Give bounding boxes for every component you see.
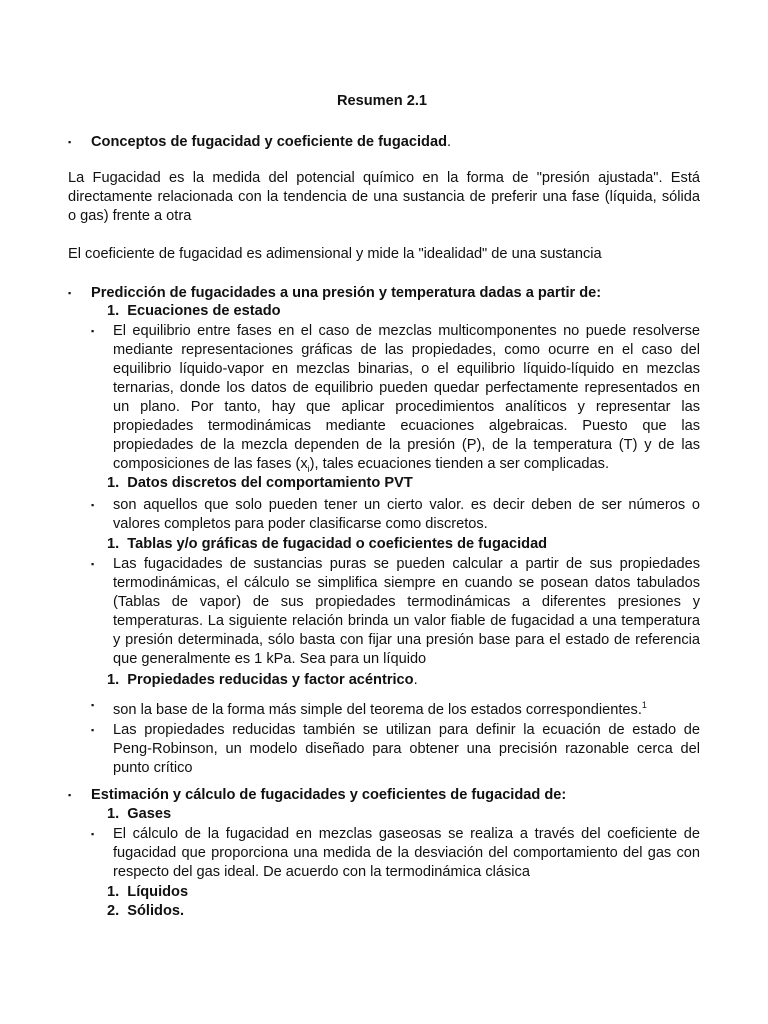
- paragraph-line: un plano. Por tanto, hay que aplicar procedimientos analíticos y representar las: [113, 399, 700, 415]
- paragraph-line: son aquellos que solo pueden tener un cierto valor. es decir deben de ser números o: [113, 497, 700, 513]
- bullet-icon: ▪: [91, 700, 95, 710]
- list-number: 1.: [107, 884, 120, 900]
- numbered-subheading: [107, 883, 188, 902]
- numbered-subheading: [107, 302, 281, 321]
- paragraph-line: Peng-Robinson, un modelo diseñado para obtener una precisión razonable cerca del: [113, 741, 700, 757]
- text-run: son la base de la forma más simple del teorema de los estados correspondientes.: [113, 701, 642, 718]
- bullet-icon: ▪: [68, 790, 72, 800]
- paragraph-line: Las fugacidades de sustancias puras se pueden calcular a partir de sus propiedades: [113, 556, 700, 572]
- list-number: 1.: [107, 536, 120, 552]
- subheading-label: Gases: [127, 806, 172, 822]
- subheading-label: Sólidos.: [127, 903, 185, 919]
- paragraph-line: mediante representaciones gráficas de las propiedades, como ocurre en el caso del: [113, 342, 700, 358]
- paragraph-line: punto crítico: [113, 760, 193, 776]
- page-title: Resumen 2.1: [337, 93, 428, 109]
- subheading-label: Propiedades reducidas y factor acéntrico: [127, 672, 414, 688]
- bullet-icon: ▪: [91, 559, 95, 569]
- paragraph-line: y presión determinada, sólo basta con fijar una presión base para el estado de referencia: [113, 632, 700, 648]
- text-run: ), tales ecuaciones tienden a ser complicadas.: [309, 456, 610, 472]
- list-number: 1.: [107, 475, 120, 491]
- section-heading: [91, 133, 451, 152]
- section-heading: Estimación y cálculo de fugacidades y coeficientes de fugacidad de:: [91, 787, 567, 803]
- paragraph-line: propiedades termodinámicas mediante ecuaciones algebraicas. Puesto que las: [113, 418, 700, 434]
- bullet-icon: ▪: [91, 326, 95, 336]
- paragraph-line: que generalmente es 1 kPa. Sea para un líquido: [113, 651, 427, 667]
- paragraph-line: (Tablas de vapor) de sus propiedades termodinámicas a diferentes presiones y: [113, 594, 700, 610]
- list-number: 1.: [107, 806, 120, 822]
- text-run: composiciones de las fases (x: [113, 456, 308, 472]
- bullet-icon: ▪: [68, 288, 72, 298]
- footnote-marker: 1: [641, 700, 647, 710]
- paragraph-line: respecto del gas ideal. De acuerdo con la termodinámica clásica: [113, 864, 530, 880]
- paragraph-line: directamente relacionada con la tendencia de una sustancia de preferir una fase (líquida, sólida: [68, 189, 700, 205]
- numbered-subheading: [107, 805, 171, 824]
- paragraph-line: El equilibrio entre fases en el caso de mezclas multicomponentes no puede resolverse: [113, 323, 700, 339]
- paragraph-line: propiedades de la mezcla dependen de la presión (P), de la temperatura (T) y de las: [113, 437, 700, 453]
- subheading-label: Tablas y/o gráficas de fugacidad o coeficientes de fugacidad: [127, 536, 548, 552]
- paragraph-line: La Fugacidad es la medida del potencial químico en la forma de "presión ajustada". Está: [68, 170, 700, 186]
- list-number: 2.: [107, 903, 120, 919]
- numbered-subheading: [107, 535, 547, 554]
- paragraph-line: valores completos para poder clasificarse como discretos.: [113, 516, 488, 532]
- paragraph-line: Las propiedades reducidas también se utilizan para definir la ecuación de estado de: [113, 722, 700, 738]
- paragraph-line: o gas) frente a otra: [68, 208, 192, 224]
- bullet-icon: ▪: [68, 137, 72, 147]
- subheading-label: Ecuaciones de estado: [127, 303, 281, 319]
- paragraph-line: temperaturas. La siguiente relación brinda un valor fiable de fugacidad a una temperatura: [113, 613, 700, 629]
- list-number: 1.: [107, 303, 120, 319]
- numbered-subheading: [107, 671, 418, 690]
- numbered-subheading: [107, 474, 413, 493]
- heading-tail: .: [413, 672, 418, 688]
- bullet-icon: ▪: [91, 500, 95, 510]
- section-heading: Predicción de fugacidades a una presión y temperatura dadas a partir de:: [91, 285, 602, 301]
- subscript: i: [307, 463, 310, 474]
- paragraph-line: equilibrio líquido-vapor en mezclas binarias, o el equilibrio líquido-líquido en mezclas: [113, 361, 700, 377]
- paragraph-line: [113, 696, 647, 720]
- bullet-icon: ▪: [91, 725, 95, 735]
- paragraph-line: El cálculo de la fugacidad en mezclas gaseosas se realiza a través del coeficiente de: [113, 826, 700, 842]
- subheading-label: Datos discretos del comportamiento PVT: [127, 475, 413, 491]
- paragraph-line: ternarias, donde los datos de equilibrio pueden quedar perfectamente representados en: [113, 380, 700, 396]
- bullet-icon: ▪: [91, 829, 95, 839]
- paragraph: El coeficiente de fugacidad es adimensional y mide la "idealidad" de una sustancia: [68, 246, 602, 262]
- heading-tail: .: [447, 134, 452, 150]
- section-heading-label: Conceptos de fugacidad y coeficiente de fugacidad: [91, 134, 447, 150]
- paragraph-line: fugacidad que proporciona una medida de la desviación del comportamiento del gas con: [113, 845, 700, 861]
- subheading-label: Líquidos: [127, 884, 189, 900]
- paragraph-line: termodinámicas, el cálculo se simplifica siempre en cuando se posean datos tabulados: [113, 575, 700, 591]
- list-number: 1.: [107, 672, 120, 688]
- numbered-subheading: [107, 902, 184, 921]
